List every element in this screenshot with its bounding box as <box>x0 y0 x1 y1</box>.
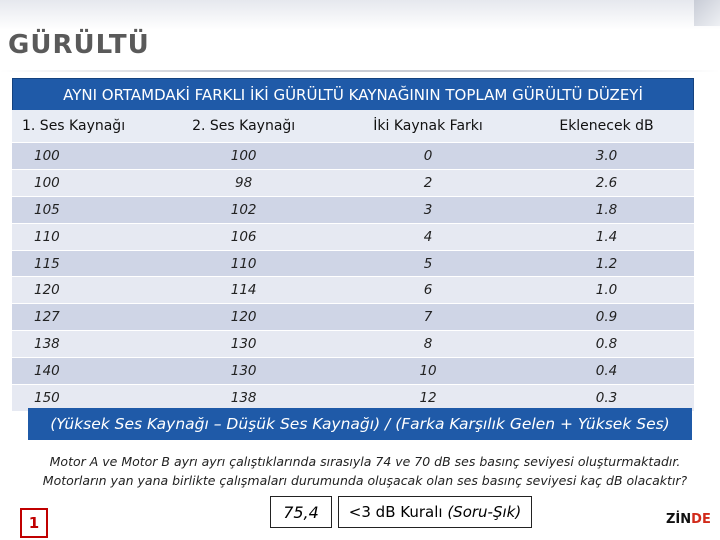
table-cell: 120 <box>12 277 150 304</box>
column-header: 2. Ses Kaynağı <box>150 110 337 143</box>
table-cell: 130 <box>150 358 337 385</box>
table-cell: 2 <box>337 169 519 196</box>
table-cell: 1.2 <box>519 250 694 277</box>
table-cell: 0 <box>337 143 519 170</box>
table-row <box>12 358 694 385</box>
title-divider <box>0 70 720 72</box>
table-row <box>12 277 694 304</box>
table-cell: 0.3 <box>519 385 694 412</box>
table-cell: 150 <box>12 385 150 412</box>
table-cell: 1.4 <box>519 223 694 250</box>
question-line-2: Motorların yan yana birlikte çalışmaları durumunda oluşacak olan ses basınç seviyesi kaç dB olacaktır? <box>42 473 688 488</box>
table-cell: 130 <box>150 331 337 358</box>
table-row <box>12 250 694 277</box>
table-cell: 3.0 <box>519 143 694 170</box>
logo-part-2: DE <box>691 512 711 527</box>
column-header: Eklenecek dB <box>519 110 694 143</box>
table-cell: 6 <box>337 277 519 304</box>
column-header: 1. Ses Kaynağı <box>12 110 150 143</box>
table-cell: 4 <box>337 223 519 250</box>
formula-band: (Yüksek Ses Kaynağı – Düşük Ses Kaynağı) / (Farka Karşılık Gelen + Yüksek Ses) <box>28 408 692 440</box>
table-row <box>12 169 694 196</box>
table-cell: 120 <box>150 304 337 331</box>
table-cell: 102 <box>150 196 337 223</box>
table-cell: 98 <box>150 169 337 196</box>
rule-main: <3 dB Kuralı <box>348 503 443 521</box>
column-header: İki Kaynak Farkı <box>337 110 519 143</box>
table-cell: 100 <box>150 143 337 170</box>
slide-number: 1 <box>20 508 48 538</box>
table-cell: 138 <box>150 385 337 412</box>
table-cell: 105 <box>12 196 150 223</box>
table-cell: 0.4 <box>519 358 694 385</box>
answer-box: 75,4 <box>270 496 332 528</box>
table-cell: 5 <box>337 250 519 277</box>
noise-level-table <box>12 110 694 412</box>
page-title: GÜRÜLTÜ <box>8 30 150 60</box>
table-cell: 110 <box>12 223 150 250</box>
table-cell: 110 <box>150 250 337 277</box>
table-cell: 1.8 <box>519 196 694 223</box>
question-text <box>20 452 710 490</box>
table-cell: 114 <box>150 277 337 304</box>
table-cell: 1.0 <box>519 277 694 304</box>
logo-part-1: ZİN <box>666 512 692 527</box>
rule-suffix: (Soru-Şık) <box>447 503 522 521</box>
table-cell: 100 <box>12 143 150 170</box>
table-cell: 100 <box>12 169 150 196</box>
table-cell: 0.8 <box>519 331 694 358</box>
table-cell: 106 <box>150 223 337 250</box>
brand-logo <box>666 512 711 527</box>
table-cell: 10 <box>337 358 519 385</box>
table-cell: 115 <box>12 250 150 277</box>
table-cell: 138 <box>12 331 150 358</box>
rule-box <box>338 496 532 528</box>
table-cell: 3 <box>337 196 519 223</box>
question-line-1: Motor A ve Motor B ayrı ayrı çalıştıklarında sırasıyla 74 ve 70 dB ses basınç seviyesi oluşturmaktadır. <box>49 454 681 469</box>
table-cell: 127 <box>12 304 150 331</box>
table-row <box>12 196 694 223</box>
table-caption: AYNI ORTAMDAKİ FARKLI İKİ GÜRÜLTÜ KAYNAĞININ TOPLAM GÜRÜLTÜ DÜZEYİ <box>12 78 694 112</box>
table-cell: 140 <box>12 358 150 385</box>
table-cell: 8 <box>337 331 519 358</box>
top-decoration <box>0 0 720 30</box>
table-cell: 12 <box>337 385 519 412</box>
table-row <box>12 143 694 170</box>
table-row <box>12 223 694 250</box>
table-body <box>12 143 694 412</box>
table-cell: 2.6 <box>519 169 694 196</box>
table-cell: 0.9 <box>519 304 694 331</box>
corner-decoration <box>694 0 720 26</box>
table-cell: 7 <box>337 304 519 331</box>
table-row <box>12 331 694 358</box>
table-row <box>12 304 694 331</box>
table-header-row <box>12 110 694 143</box>
